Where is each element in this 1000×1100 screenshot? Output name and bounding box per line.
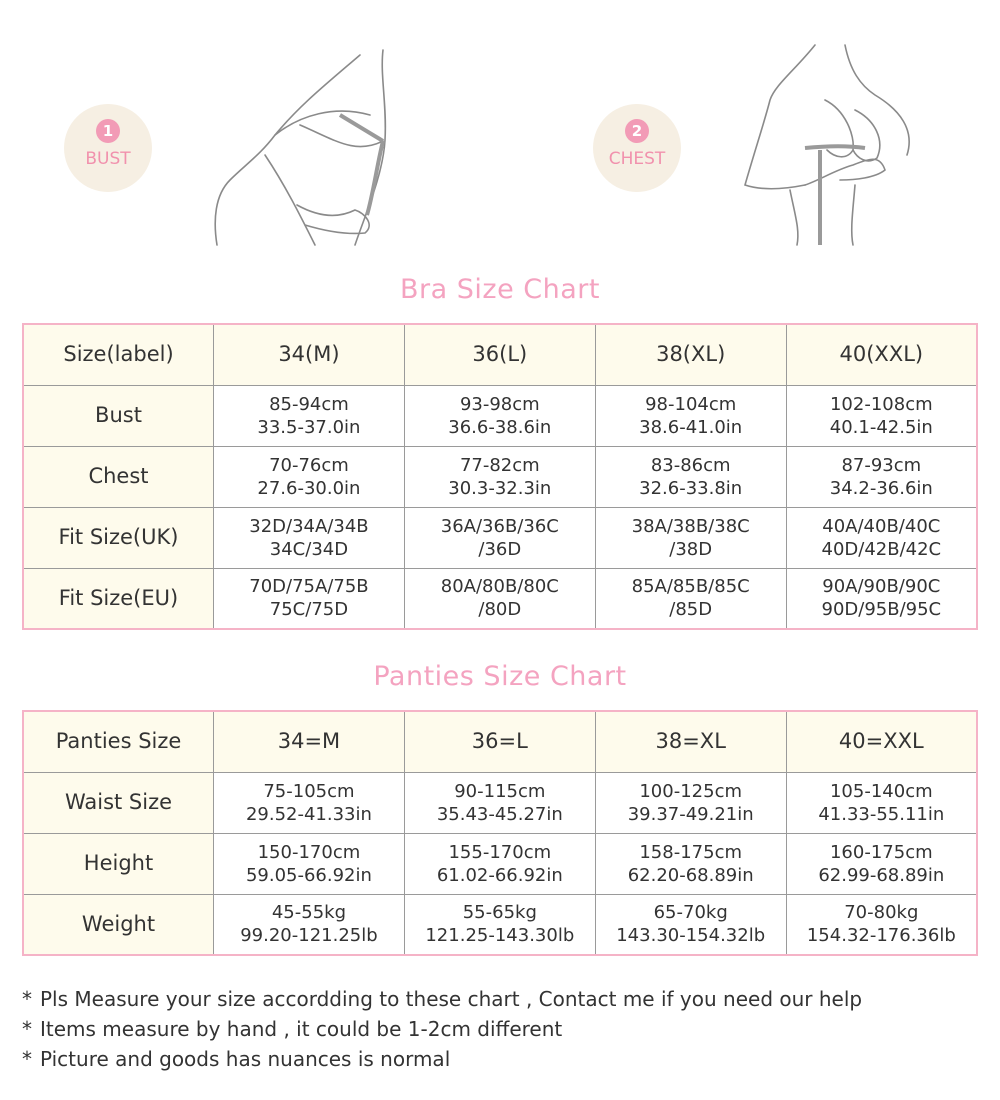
note-text: Pls Measure your size accordding to these chart , Contact me if you need our help bbox=[40, 987, 863, 1011]
cell-imperial: 40.1-42.5in bbox=[829, 416, 933, 438]
cell-imperial: 27.6-30.0in bbox=[257, 477, 361, 499]
table-cell bbox=[786, 446, 977, 507]
cell-line-1: 70D/75A/75B bbox=[249, 576, 369, 598]
cell-imperial: 35.43-45.27in bbox=[436, 803, 563, 825]
cell-metric: 158-175cm bbox=[639, 841, 742, 863]
cell-metric: 75-105cm bbox=[263, 780, 355, 802]
bust-badge-label: BUST bbox=[85, 149, 131, 169]
table-cell bbox=[214, 446, 405, 507]
cell-imperial: 121.25-143.30lb bbox=[425, 925, 575, 947]
cell-metric: 65-70kg bbox=[653, 902, 728, 924]
table-cell bbox=[595, 446, 786, 507]
table-row bbox=[23, 894, 977, 955]
table-cell bbox=[214, 507, 405, 568]
table-cell bbox=[786, 772, 977, 833]
table-cell bbox=[595, 507, 786, 568]
chest-badge bbox=[593, 104, 681, 192]
cell-imperial: 143.30-154.32lb bbox=[616, 925, 766, 947]
note-item bbox=[22, 984, 862, 1014]
row-label: Bust bbox=[23, 385, 214, 446]
cell-line-2: /85D bbox=[669, 599, 713, 621]
header-cell: 40=XXL bbox=[786, 711, 977, 772]
cell-metric: 98-104cm bbox=[645, 393, 737, 415]
notes-list bbox=[22, 984, 862, 1074]
cell-imperial: 154.32-176.36lb bbox=[806, 925, 956, 947]
cell-line-2: 34C/34D bbox=[269, 538, 349, 560]
cell-imperial: 32.6-33.8in bbox=[639, 477, 743, 499]
cell-metric: 93-98cm bbox=[459, 393, 540, 415]
cell-imperial: 62.99-68.89in bbox=[818, 864, 945, 886]
table-cell bbox=[404, 385, 595, 446]
cell-line-2: /36D bbox=[478, 538, 522, 560]
header-cell: 36=L bbox=[404, 711, 595, 772]
row-label: Height bbox=[23, 833, 214, 894]
cell-line-1: 90A/90B/90C bbox=[822, 576, 941, 598]
table-cell bbox=[786, 568, 977, 629]
table-cell bbox=[786, 833, 977, 894]
header-label-cell: Panties Size bbox=[23, 711, 214, 772]
header-cell: 40(XXL) bbox=[786, 324, 977, 385]
table-cell bbox=[214, 772, 405, 833]
note-text: Picture and goods has nuances is normal bbox=[40, 1047, 451, 1071]
cell-imperial: 29.52-41.33in bbox=[245, 803, 372, 825]
cell-imperial: 36.6-38.6in bbox=[448, 416, 552, 438]
cell-metric: 45-55kg bbox=[271, 902, 347, 924]
table-cell bbox=[595, 772, 786, 833]
cell-line-1: 38A/38B/38C bbox=[631, 515, 750, 537]
bust-measure-illustration bbox=[205, 45, 405, 250]
table-cell bbox=[214, 894, 405, 955]
table-row bbox=[23, 833, 977, 894]
cell-metric: 77-82cm bbox=[459, 454, 540, 476]
table-cell bbox=[214, 385, 405, 446]
bra-chart-title: Bra Size Chart bbox=[400, 274, 600, 305]
cell-metric: 105-140cm bbox=[829, 780, 933, 802]
cell-imperial: 62.20-68.89in bbox=[627, 864, 754, 886]
cell-line-2: 75C/75D bbox=[269, 599, 349, 621]
panties-size-table bbox=[22, 710, 978, 956]
cell-imperial: 59.05-66.92in bbox=[245, 864, 372, 886]
cell-line-1: 40A/40B/40C bbox=[822, 515, 941, 537]
cell-metric: 70-80kg bbox=[844, 902, 919, 924]
table-cell bbox=[786, 894, 977, 955]
table-cell bbox=[595, 894, 786, 955]
note-item bbox=[22, 1014, 862, 1044]
header-cell: 38=XL bbox=[595, 711, 786, 772]
cell-imperial: 30.3-32.3in bbox=[448, 477, 552, 499]
header-cell: 36(L) bbox=[404, 324, 595, 385]
asterisk-icon: * bbox=[22, 1047, 32, 1071]
table-cell bbox=[595, 568, 786, 629]
cell-imperial: 33.5-37.0in bbox=[257, 416, 361, 438]
table-cell bbox=[404, 833, 595, 894]
table-cell bbox=[404, 507, 595, 568]
cell-metric: 155-170cm bbox=[448, 841, 552, 863]
table-row bbox=[23, 446, 977, 507]
cell-line-2: /80D bbox=[478, 599, 522, 621]
cell-line-1: 36A/36B/36C bbox=[440, 515, 559, 537]
cell-metric: 85-94cm bbox=[269, 393, 349, 415]
row-label: Weight bbox=[23, 894, 214, 955]
asterisk-icon: * bbox=[22, 987, 32, 1011]
table-row bbox=[23, 772, 977, 833]
table-cell bbox=[786, 507, 977, 568]
table-cell bbox=[404, 568, 595, 629]
cell-imperial: 38.6-41.0in bbox=[639, 416, 743, 438]
cell-metric: 90-115cm bbox=[454, 780, 546, 802]
cell-line-1: 85A/85B/85C bbox=[631, 576, 750, 598]
table-header-row bbox=[23, 711, 977, 772]
table-cell bbox=[404, 446, 595, 507]
cell-metric: 55-65kg bbox=[462, 902, 537, 924]
table-cell bbox=[214, 568, 405, 629]
cell-metric: 150-170cm bbox=[257, 841, 361, 863]
table-cell bbox=[404, 772, 595, 833]
cell-metric: 87-93cm bbox=[841, 454, 922, 476]
table-cell bbox=[595, 833, 786, 894]
cell-imperial: 34.2-36.6in bbox=[829, 477, 933, 499]
row-label: Fit Size(EU) bbox=[23, 568, 214, 629]
cell-imperial: 61.02-66.92in bbox=[436, 864, 563, 886]
asterisk-icon: * bbox=[22, 1017, 32, 1041]
cell-line-1: 80A/80B/80C bbox=[440, 576, 559, 598]
table-row bbox=[23, 568, 977, 629]
chest-measure-illustration bbox=[735, 40, 920, 250]
cell-metric: 70-76cm bbox=[269, 454, 349, 476]
cell-line-2: /38D bbox=[669, 538, 713, 560]
table-header-row bbox=[23, 324, 977, 385]
cell-metric: 160-175cm bbox=[829, 841, 933, 863]
bust-step-number: 1 bbox=[96, 119, 120, 143]
row-label: Waist Size bbox=[23, 772, 214, 833]
cell-metric: 102-108cm bbox=[829, 393, 933, 415]
row-label: Chest bbox=[23, 446, 214, 507]
cell-metric: 83-86cm bbox=[650, 454, 731, 476]
chest-badge-label: CHEST bbox=[608, 149, 666, 169]
cell-imperial: 99.20-121.25lb bbox=[240, 925, 378, 947]
header-cell: 38(XL) bbox=[595, 324, 786, 385]
cell-imperial: 41.33-55.11in bbox=[818, 803, 945, 825]
table-cell bbox=[214, 833, 405, 894]
bust-badge bbox=[64, 104, 152, 192]
cell-line-2: 40D/42B/42C bbox=[821, 538, 942, 560]
header-label-cell: Size(label) bbox=[23, 324, 214, 385]
cell-line-2: 90D/95B/95C bbox=[821, 599, 942, 621]
table-cell bbox=[595, 385, 786, 446]
chest-step-number: 2 bbox=[625, 119, 649, 143]
table-cell bbox=[404, 894, 595, 955]
table-row bbox=[23, 507, 977, 568]
cell-imperial: 39.37-49.21in bbox=[627, 803, 754, 825]
table-row bbox=[23, 385, 977, 446]
cell-line-1: 32D/34A/34B bbox=[249, 515, 369, 537]
cell-metric: 100-125cm bbox=[639, 780, 742, 802]
bra-size-table bbox=[22, 323, 978, 630]
note-item bbox=[22, 1044, 862, 1074]
row-label: Fit Size(UK) bbox=[23, 507, 214, 568]
header-cell: 34(M) bbox=[214, 324, 405, 385]
panties-chart-title: Panties Size Chart bbox=[373, 661, 627, 692]
header-cell: 34=M bbox=[214, 711, 405, 772]
note-text: Items measure by hand , it could be 1-2cm different bbox=[40, 1017, 563, 1041]
table-cell bbox=[786, 385, 977, 446]
